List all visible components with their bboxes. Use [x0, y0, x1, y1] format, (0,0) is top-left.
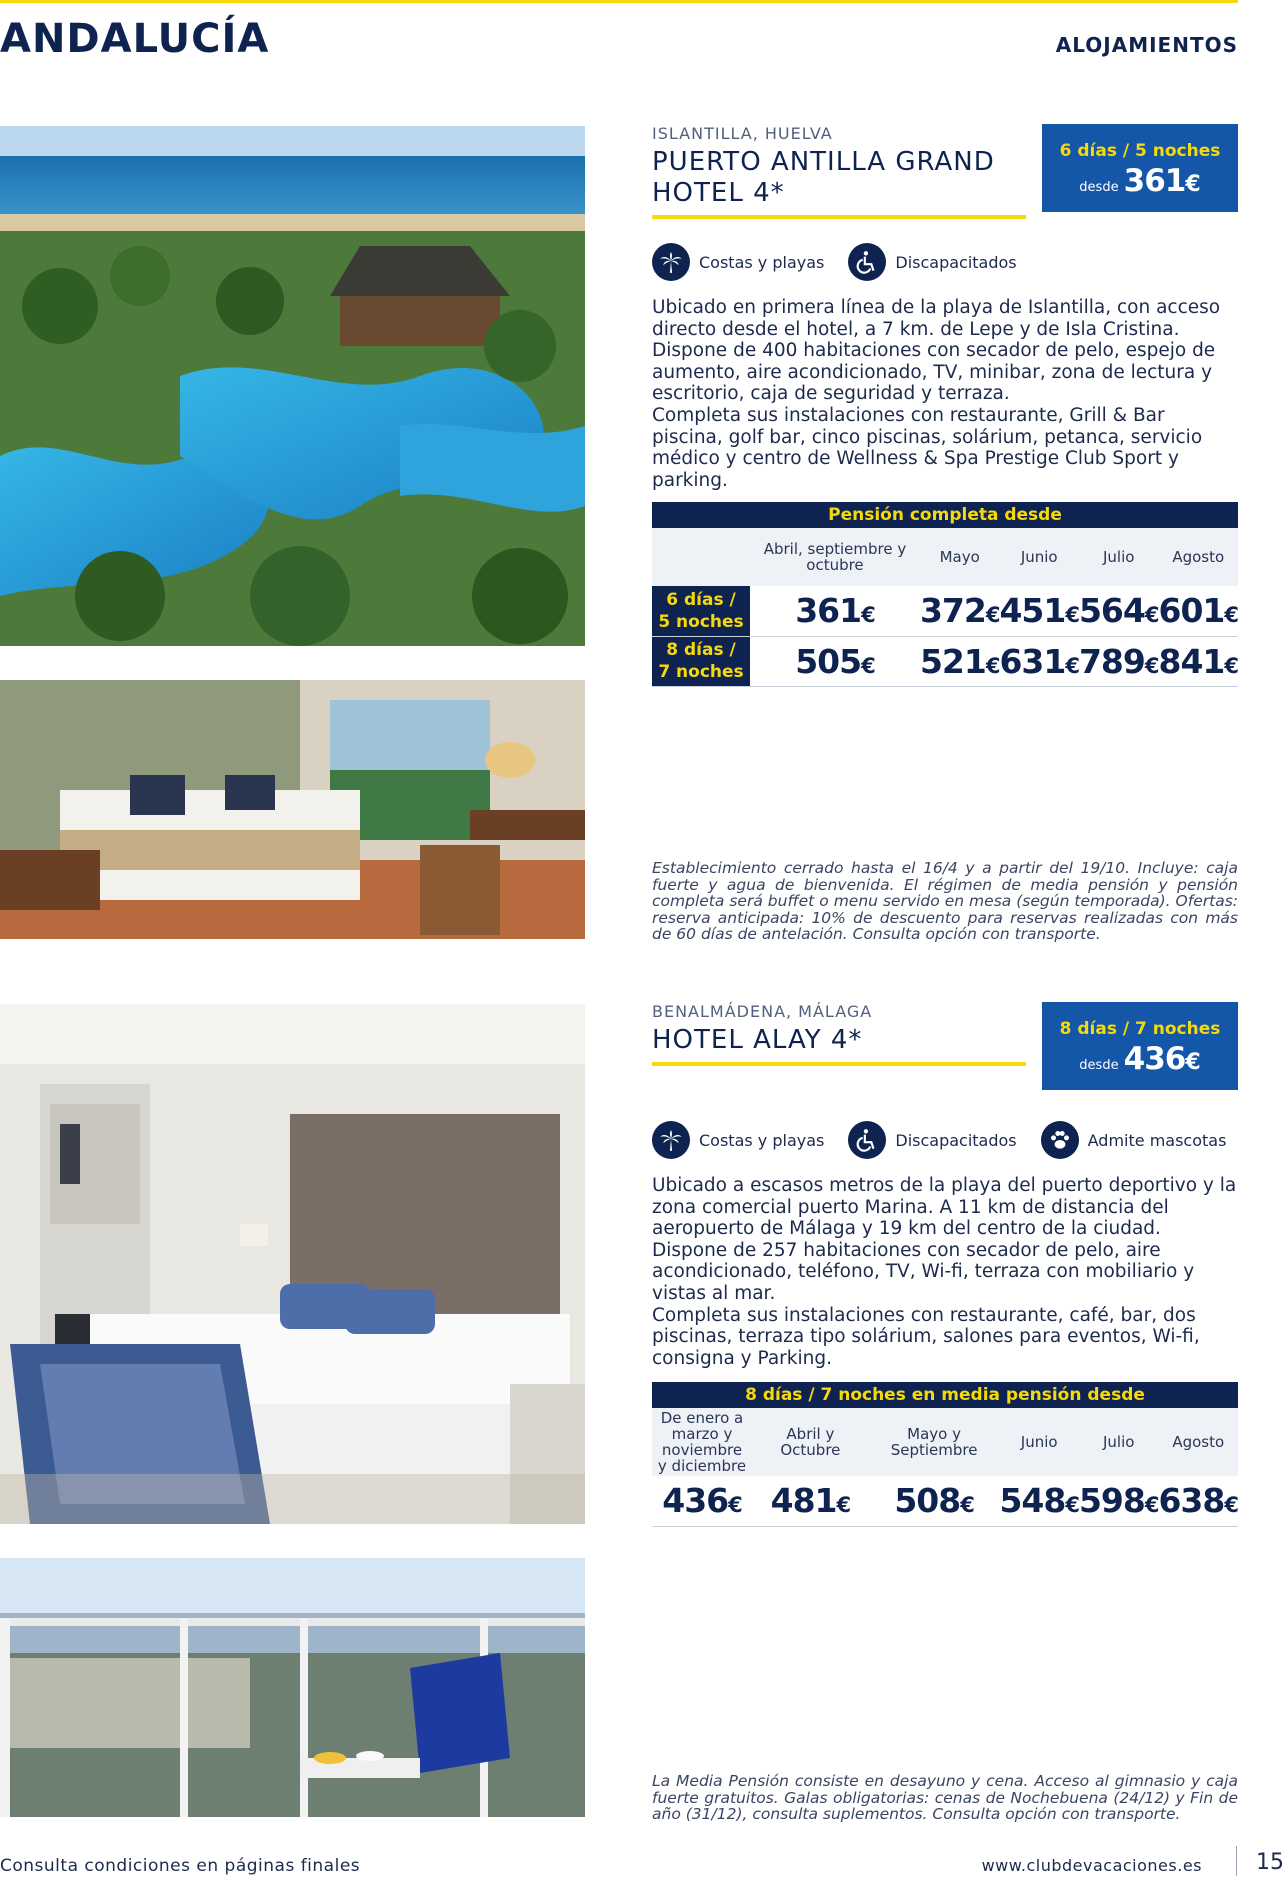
month-header: Mayo y Septiembre [869, 1408, 1000, 1476]
footer-website-link[interactable]: www.clubdevacaciones.es [981, 1856, 1202, 1875]
hotel-description [652, 297, 1238, 491]
price-value: 521 [919, 641, 986, 681]
currency: € [1224, 603, 1238, 628]
price-value: 789 [1078, 641, 1145, 681]
month-header: Abril, septiembre y octubre [750, 528, 920, 586]
price-table-title: Pensión completa desde [652, 502, 1238, 528]
price-value: 598 [1078, 1481, 1145, 1521]
description-paragraph: Ubicado a escasos metros de la playa del puerto deportivo y la zona comercial puerto Marina. A 11 km de distancia del aeropuerto de Málaga y 19 km del centro de la ciudad. [652, 1175, 1237, 1240]
feature-label: Costas y playas [699, 1130, 825, 1150]
price-cell [750, 586, 920, 636]
currency: € [861, 653, 875, 678]
badge-currency: € [1185, 1050, 1201, 1075]
row-label [652, 636, 750, 686]
hotel-note: La Media Pensión consiste en desayuno y cena. Acceso al gimnasio y caja fuerte gratuitos. Galas obligatorias: cenas de Nochebuena (24/12) y Fin de año (31/12), consulta suplementos. Consulta opción con transporte. [652, 1772, 1238, 1823]
price-value: 505 [795, 641, 862, 681]
price-table-title: 8 días / 7 noches en media pensión desde [652, 1382, 1238, 1408]
hotel-header [652, 1002, 1238, 1092]
price-table [652, 502, 1238, 687]
description-paragraph: Ubicado en primera línea de la playa de Islantilla, con acceso directo desde el hotel, a 7 km. de Lepe y de Isla Cristina. [652, 297, 1221, 340]
hotel-name-line1: PUERTO ANTILLA GRAND [652, 147, 995, 177]
month-header: Agosto [1158, 528, 1238, 586]
hotel-location: BENALMÁDENA, MÁLAGA [652, 1002, 873, 1021]
badge-price-row [1042, 163, 1238, 199]
name-underline [652, 1062, 1026, 1066]
currency: € [1065, 653, 1079, 678]
currency: € [960, 1493, 974, 1518]
table-row [652, 1476, 1238, 1526]
price-cell [869, 1476, 1000, 1526]
price-badge [1042, 1002, 1238, 1090]
currency: € [1144, 1493, 1159, 1518]
hotel-photo-pool [0, 126, 585, 646]
month-header: De enero a marzo y noviembre y diciembre [652, 1408, 752, 1476]
currency: € [1065, 1493, 1079, 1518]
wheelchair-icon [848, 243, 886, 281]
price-cell [920, 636, 1000, 686]
badge-price: 361 [1123, 163, 1186, 199]
hotel-location: ISLANTILLA, HUELVA [652, 124, 833, 143]
page-title: ANDALUCÍA [0, 16, 270, 62]
name-underline [652, 215, 1026, 219]
top-accent-line [0, 0, 1238, 3]
description-paragraph: Completa sus instalaciones con restaurante, Grill & Bar piscina, golf bar, cinco piscinas, solárium, petanca, servicio médico y centro de Wellness & Spa Prestige Club Sport y parking. [652, 404, 1203, 491]
price-cell [1158, 636, 1238, 686]
feature-label: Admite mascotas [1087, 1130, 1227, 1150]
price-value: 436 [662, 1481, 729, 1521]
feature-item [1041, 1121, 1227, 1159]
hotel-photo-bedroom [0, 1004, 585, 1524]
price-value: 361 [795, 591, 862, 631]
feature-list [652, 243, 1041, 281]
price-cell [1079, 1476, 1159, 1526]
price-value: 841 [1158, 641, 1225, 681]
table-corner [652, 528, 750, 586]
month-header: Julio [1079, 528, 1159, 586]
currency: € [1224, 1493, 1238, 1518]
currency: € [861, 603, 875, 628]
price-value: 481 [770, 1481, 837, 1521]
description-paragraph: Dispone de 257 habitaciones con secador de pelo, aire acondicionado, teléfono, TV, Wi-fi, terraza con mobiliario y vistas al mar. [652, 1239, 1195, 1304]
currency: € [985, 603, 1000, 628]
price-cell [1079, 586, 1159, 636]
row-label-line1: 8 días / [666, 640, 736, 660]
feature-label: Costas y playas [699, 252, 825, 272]
feature-item [848, 1121, 1016, 1159]
feature-item [652, 1121, 824, 1159]
price-cell [999, 586, 1079, 636]
badge-price: 436 [1123, 1041, 1186, 1077]
month-header: Abril y Octubre [752, 1408, 869, 1476]
price-value: 601 [1158, 591, 1225, 631]
price-value: 564 [1078, 591, 1145, 631]
paw-icon [1041, 1121, 1079, 1159]
feature-item [652, 243, 824, 281]
table-row [652, 636, 1238, 686]
feature-label: Discapacitados [895, 252, 1017, 272]
price-cell [1079, 636, 1159, 686]
month-header: Mayo [920, 528, 1000, 586]
row-label-line1: 6 días / [666, 589, 736, 610]
description-paragraph: Dispone de 400 habitaciones con secador de pelo, espejo de aumento, aire acondicionado, TV, minibar, zona de lectura y escritorio, caja de seguridad y terraza. [652, 340, 1216, 405]
hotel-photo-balcony [0, 1558, 585, 1817]
currency: € [1065, 603, 1079, 628]
price-cell [1158, 586, 1238, 636]
price-value: 508 [894, 1481, 961, 1521]
badge-duration: 8 días / 7 noches [1059, 1019, 1221, 1039]
row-label-line2: 7 noches [658, 662, 744, 682]
price-value: 372 [919, 591, 986, 631]
price-cell [1158, 1476, 1238, 1526]
hotel-header [652, 124, 1238, 214]
month-header: Junio [999, 1408, 1079, 1476]
price-badge [1042, 124, 1238, 212]
price-cell [750, 636, 920, 686]
feature-label: Discapacitados [895, 1130, 1017, 1150]
price-value: 631 [999, 641, 1066, 681]
wheelchair-icon [848, 1121, 886, 1159]
badge-price-row [1042, 1041, 1238, 1077]
price-table [652, 1382, 1238, 1527]
badge-currency: € [1185, 172, 1201, 197]
row-label-line2: 5 noches [658, 611, 744, 632]
badge-duration: 6 días / 5 noches [1059, 141, 1221, 161]
hotel-photo-room [0, 680, 585, 939]
footer-divider [1236, 1846, 1237, 1876]
row-label [652, 586, 750, 636]
description-paragraph: Completa sus instalaciones con restaurante, café, bar, dos piscinas, terraza tipo solárium, salones para eventos, Wi-fi, consigna y Parking. [652, 1304, 1200, 1369]
page-number: 15 [1256, 1850, 1284, 1875]
footer-conditions: Consulta condiciones en páginas finales [0, 1856, 361, 1876]
hotel-name-line1: HOTEL ALAY 4* [652, 1025, 863, 1055]
currency: € [728, 1493, 742, 1518]
price-cell [652, 1476, 752, 1526]
section-label: ALOJAMIENTOS [1055, 33, 1238, 57]
badge-from: desde [1079, 180, 1119, 195]
price-cell [999, 1476, 1079, 1526]
currency: € [1224, 653, 1238, 678]
currency: € [1144, 603, 1159, 628]
currency: € [1144, 653, 1159, 678]
palm-tree-icon [652, 243, 690, 281]
price-cell [999, 636, 1079, 686]
price-value: 451 [999, 591, 1066, 631]
price-cell [920, 586, 1000, 636]
month-header: Agosto [1158, 1408, 1238, 1476]
currency: € [836, 1493, 851, 1518]
hotel-name-line2: HOTEL 4* [652, 178, 785, 208]
month-header: Julio [1079, 1408, 1159, 1476]
price-value: 638 [1158, 1481, 1225, 1521]
hotel-note: Establecimiento cerrado hasta el 16/4 y a partir del 19/10. Incluye: caja fuerte y agua de bienvenida. El régimen de media pensión y pensión completa será buffet o menu servido en mesa (según temporada). Ofertas: reserva anticipada: 10% de descuento para reservas realizadas con más de 60 días de antelación. Consulta opción con transporte. [652, 859, 1238, 943]
currency: € [985, 653, 1000, 678]
price-cell [752, 1476, 869, 1526]
price-value: 548 [999, 1481, 1066, 1521]
month-header: Junio [999, 528, 1079, 586]
table-row [652, 586, 1238, 636]
palm-tree-icon [652, 1121, 690, 1159]
feature-item [848, 243, 1016, 281]
badge-from: desde [1079, 1058, 1119, 1073]
feature-list [652, 1121, 1250, 1159]
hotel-description [652, 1175, 1238, 1369]
